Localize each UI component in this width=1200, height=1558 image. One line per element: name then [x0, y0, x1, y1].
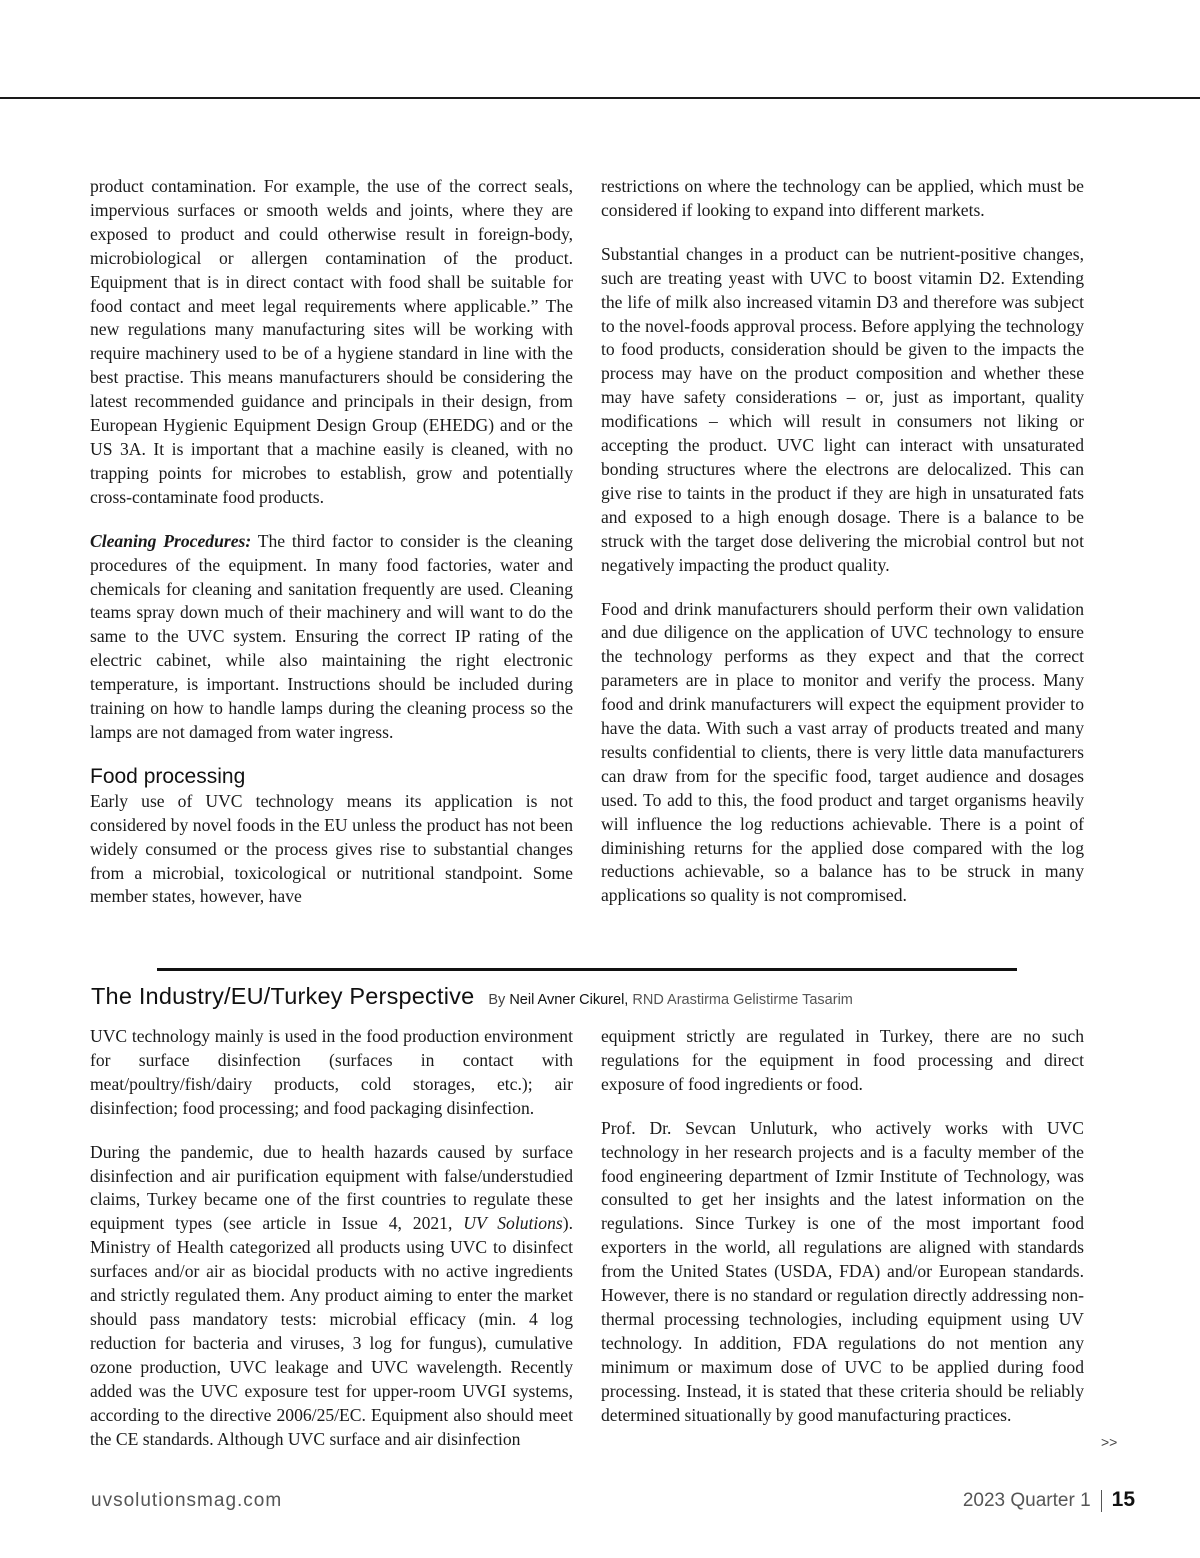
column-4 [601, 1025, 1084, 1428]
paragraph: Early use of UVC technology means its application is not considered by novel foods in the EU unless the product has not been widely consumed or the process gives rise to substantial changes from a microbial, toxicological or nutritional standpoint. Some member states, however, have [90, 790, 573, 907]
page-number: 15 [1111, 1488, 1135, 1511]
column-3 [90, 1025, 573, 1451]
paragraph-body: The third factor to consider is the cleaning procedures of the equipment. In many food factories, water and chemicals for cleaning and sanitation frequently are used. Cleaning teams spray down much of their machinery and will want to do the same to the UVC system. Ensuring the correct IP rating of the electric cabinet, while also maintaining the right electronic temperature, is important. Instructions should be included during training on how to handle lamps during the cleaning process so the lamps are not damaged from water ingress. [90, 530, 573, 742]
byline-author: Neil Avner Cikurel, [509, 992, 629, 1008]
paragraph-pandemic [90, 1141, 573, 1452]
byline-affiliation: RND Arastirma Gelistirme Tasarim [632, 992, 853, 1008]
section-header [91, 983, 853, 1010]
column-2 [601, 175, 1084, 908]
paragraph: UVC technology mainly is used in the food production environment for surface disinfection (surfaces in contact with meat/poultry/fish/dairy products, cold storages, etc.); air disinfection; food processing; and food packaging disinfection. [90, 1026, 573, 1118]
footer-separator [1101, 1490, 1102, 1512]
paragraph: Prof. Dr. Sevcan Unluturk, who actively works with UVC technology in her research projects and is a faculty member of the food engineering department of Izmir Institute of Technology, was consulted to get her insights and the latest information on the regulations. Since Turkey is one of the most important food exporters in the world, all regulations are aligned with standards from the United States (USDA, FDA) and/or European standards. However, there is no standard or regulation directly addressing non-thermal processing technologies, including equipment using UV technology. In addition, FDA regulations do not mention any minimum or maximum dose of UVC to be applied during food processing. Instead, it is stated that these criteria should be reliably determined situationally by good manufacturing practices. [601, 1117, 1084, 1425]
continued-marker: >> [1101, 1434, 1118, 1450]
publication-title: UV Solutions [463, 1213, 563, 1234]
section-title: The Industry/EU/Turkey Perspective [91, 983, 475, 1009]
lead-in: Cleaning Procedures: [90, 530, 252, 551]
column-1 [90, 175, 573, 909]
footer-issue-page [963, 1488, 1135, 1512]
header-rule [0, 97, 1200, 99]
section-divider [157, 968, 1017, 971]
text-run: ). Ministry of Health categorized all products using UVC to disinfect surfaces and/or air as biocidal products with no active ingredients and strictly regulated them. Any product aiming to enter the market should pass mandatory tests: microbial efficacy (min. 4 log reduction for bacteria and viruses, 3 log for fungus), cumulative ozone production, UVC leakage and UVC wavelength. Recently added was the UVC exposure test for upper-room UVGI systems, according to the directive 2006/25/EC. Equipment also should meet the CE standards. Although UVC surface and air disinfection [90, 1213, 573, 1449]
footer-site: uvsolutionsmag.com [91, 1490, 283, 1511]
paragraph: equipment strictly are regulated in Turkey, there are no such regulations for the equipment in food processing and direct exposure of food ingredients or food. [601, 1026, 1084, 1094]
paragraph: product contamination. For example, the use of the correct seals, impervious surfaces or smooth welds and joints, where they are exposed to product and could otherwise result in foreign-body, microbiological or allergen contamination of the product. Equipment that is in direct contact with food shall be suitable for food contact and meet legal requirements where applicable.” The new regulations many manufacturing sites will be working with require machinery used to be of a hygiene standard in line with the best practise. This means manufacturers should be considering the latest recommended guidance and principals in their design, from European Hygienic Equipment Design Group (EHEDG) and or the US 3A. It is important that a machine easily is cleaned, with no trapping points for microbes to establish, grow and potentially cross-contaminate food products. [90, 176, 573, 507]
subheading-food-processing: Food processing [90, 764, 246, 788]
paragraph: Food and drink manufacturers should perform their own validation and due diligence on the application of UVC technology to ensure the technology performs as they expect and that the correct parameters are in place to monitor and verify the process. Many food and drink manufacturers will expect the equipment provider to have the data. With such a vast array of products treated and many results confidential to clients, there is very little data manufacturers can draw from for the specific food, target audience and dosages used. To add to this, the food product and target organisms heavily will influence the log reductions achievable. There is a point of diminishing returns for the applied dose compared with the log reductions achievable, so a balance has to be struck in many applications so quality is not compromised. [601, 598, 1084, 906]
byline [488, 992, 853, 1008]
paragraph-cleaning [90, 530, 573, 745]
text-run: During the pandemic, due to health hazards caused by surface disinfection and air purification equipment with false/understudied claims, Turkey became one of the first countries to regulate these equipment types (see article in Issue 4, 2021, [90, 1141, 573, 1234]
byline-by: By [488, 992, 506, 1008]
footer-issue: 2023 Quarter 1 [962, 1490, 1091, 1511]
paragraph: Substantial changes in a product can be nutrient-positive changes, such are treating yeast with UVC to boost vitamin D2. Extending the life of milk also increased vitamin D3 and therefore was subject to the novel-foods approval process. Before applying the technology to food products, consideration should be given to the impacts the process may have on the product composition and whether these may have safety considerations – or, just as important, quality modifications – which will result in consumers not liking or accepting the product. UVC light can interact with unsaturated bonding structures where the electrons are delocalized. This can give rise to taints in the product if they are high in unsaturated fats and exposed to a high enough dosage. There is a balance to be struck with the target dose delivering the microbial control but not negatively impacting the product quality. [601, 243, 1084, 575]
paragraph: restrictions on where the technology can be applied, which must be considered if looking to expand into different markets. [601, 176, 1084, 220]
